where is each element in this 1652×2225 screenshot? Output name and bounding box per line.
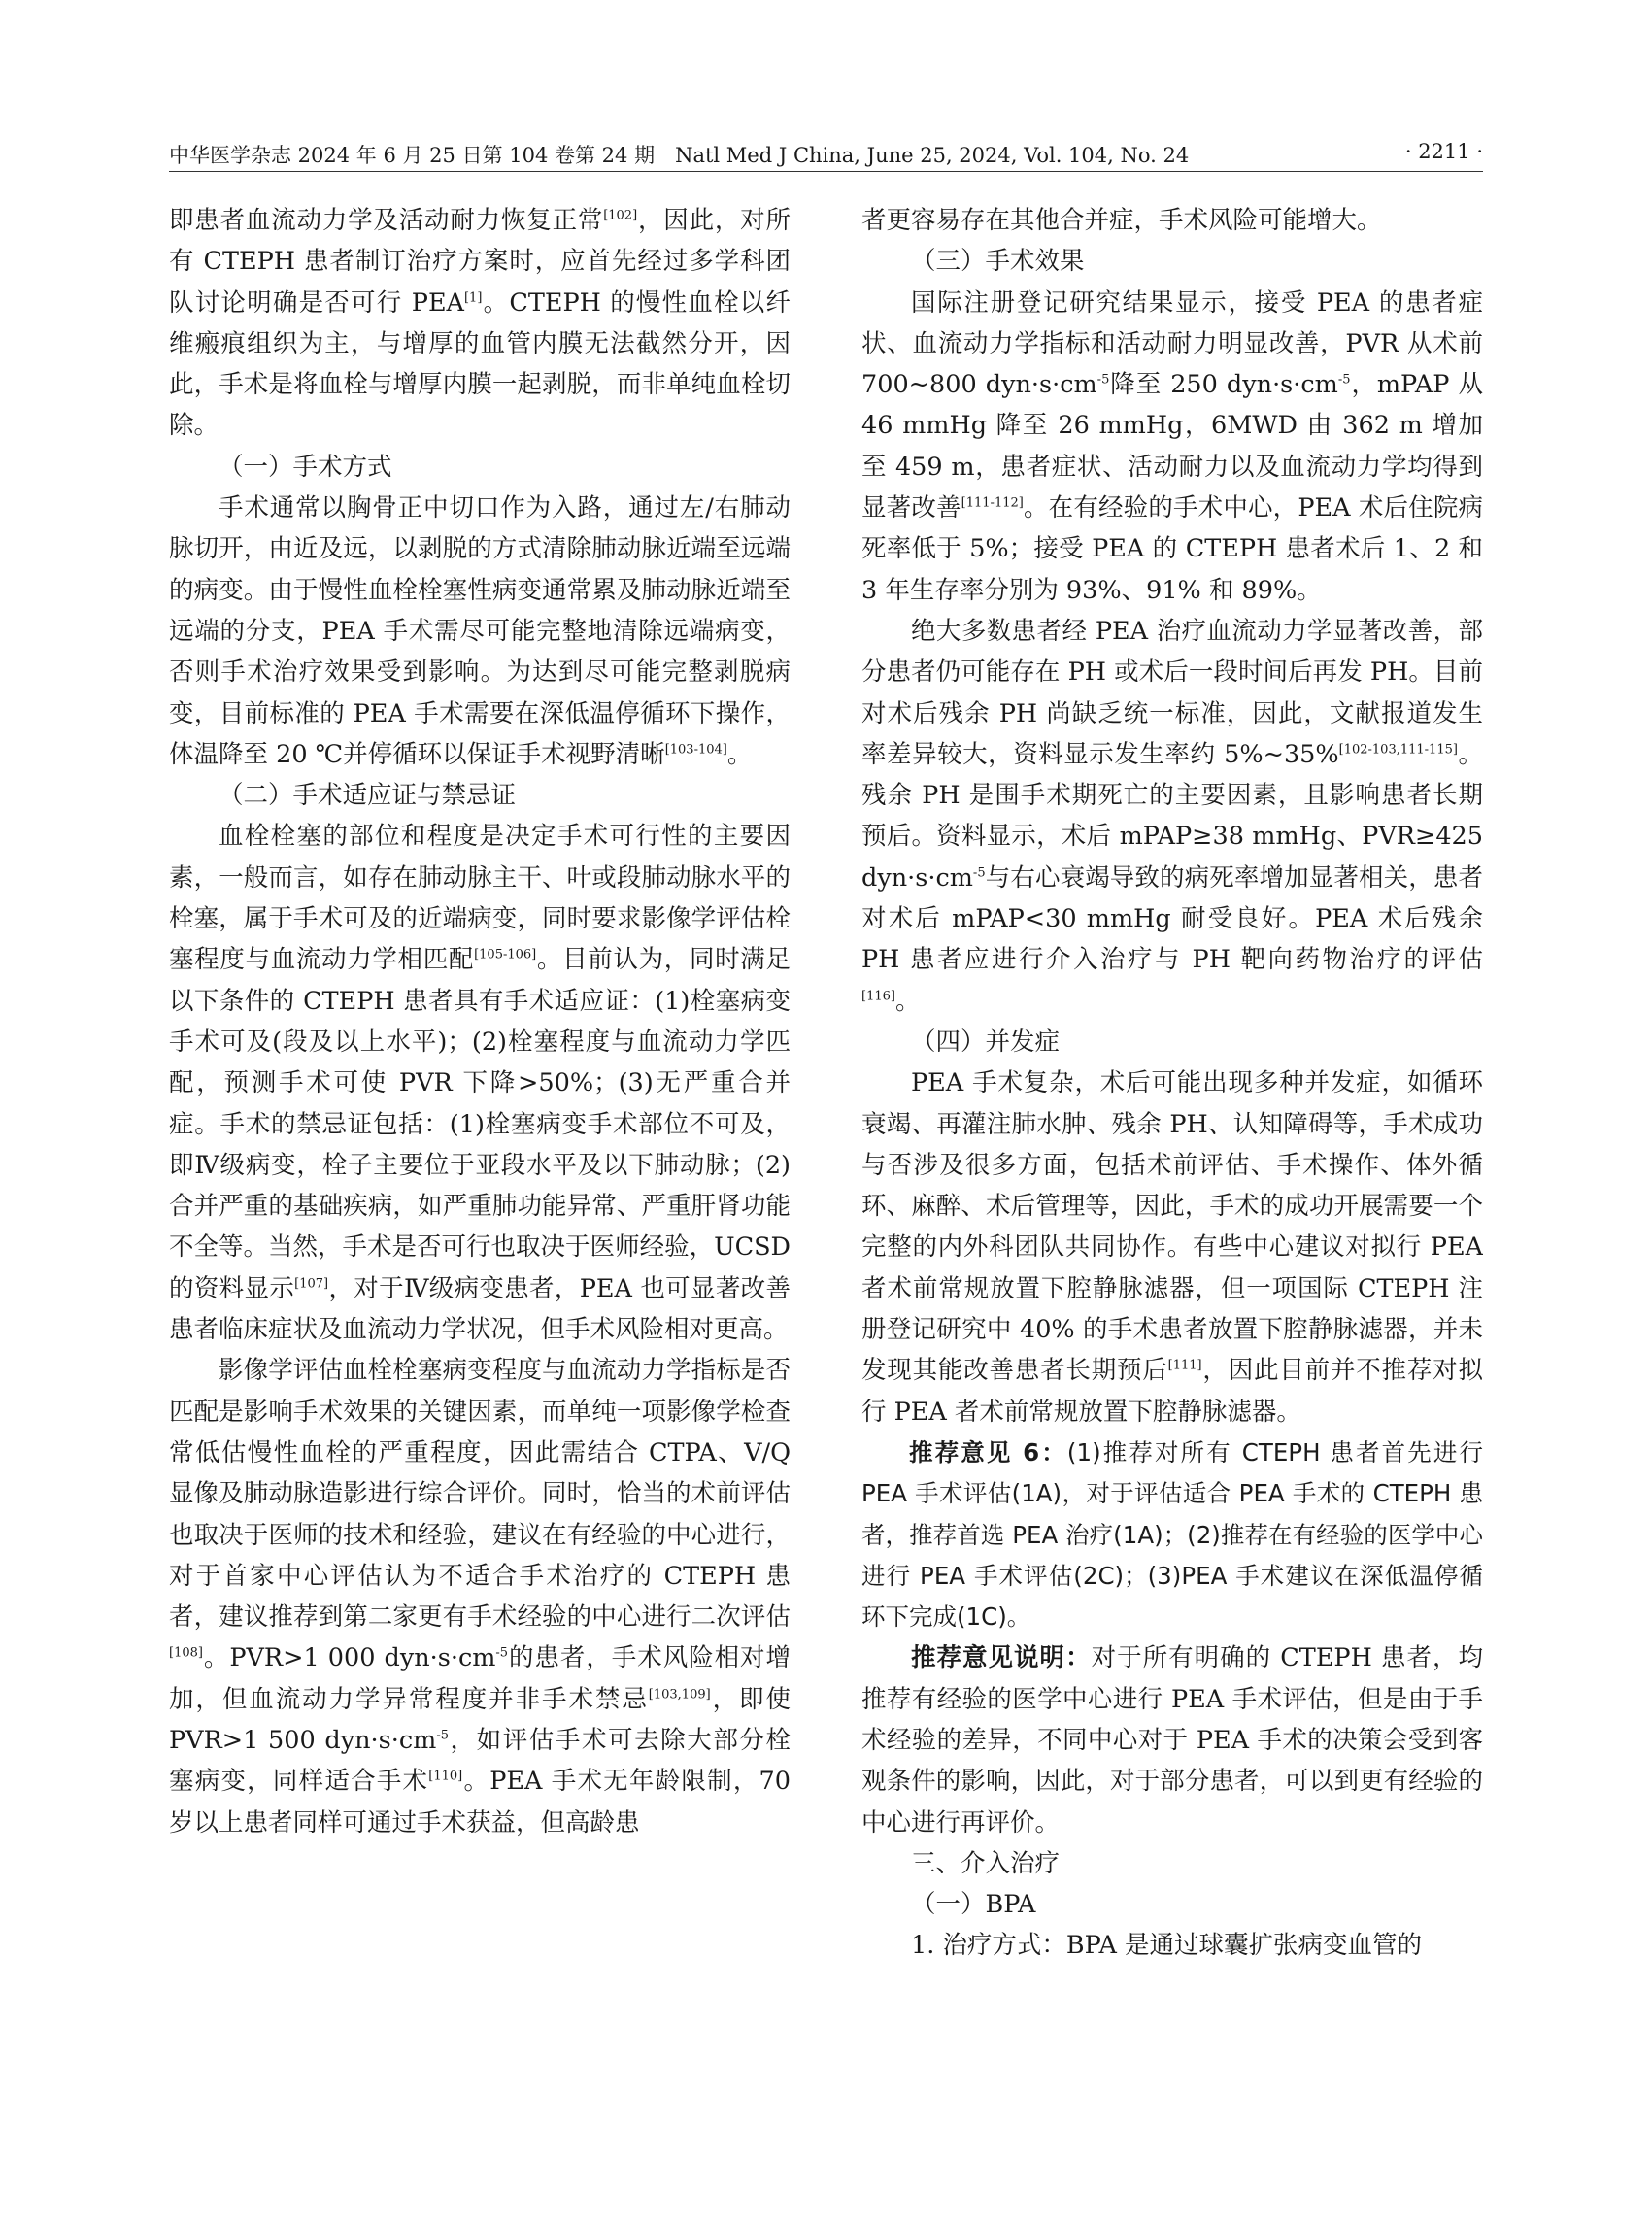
citation: [1] xyxy=(463,290,483,306)
paragraph: 1. 治疗方式：BPA 是通过球囊扩张病变血管的 xyxy=(911,1931,1423,1961)
citation: [102] xyxy=(603,208,638,223)
left-column xyxy=(169,200,791,2142)
superscript: -5 xyxy=(495,1645,509,1661)
section-heading: （四）并发症 xyxy=(911,1027,1061,1057)
recommendation: 推荐意见 6：(1)推荐对所有 CTEPH 患者首先进行 PEA 手术评估(1A)，对于评估适合 PEA 手术的 CTEPH 患者，推荐首选 PEA 治疗(1A)；(2)推荐在有经验的医学中心进行 PEA 手术评估(2C)；(3)PEA 手术建议在深低温停循环下完成(1C)。 xyxy=(861,1437,1483,1632)
section-heading: （一）手术方式 xyxy=(219,452,392,482)
citation: [111-112] xyxy=(961,495,1024,511)
superscript: -5 xyxy=(972,865,986,881)
citation: [102-103,111-115] xyxy=(1338,742,1458,758)
section-heading: （一）BPA xyxy=(911,1890,1036,1920)
journal-citation: 中华医学杂志 2024 年 6 月 25 日第 104 卷第 24 期 Natl Med J China, June 25, 2024, Vol. 104, No. 24 xyxy=(169,144,1190,167)
paragraph: 即患者血流动力学及活动耐力恢复正常[102]，因此，对所有 CTEPH 患者制订治疗方案时，应首先经过多学科团队讨论明确是否可行 PEA[1]。CTEPH 的慢性血栓以纤维瘢痕组织为主，与增厚的血管内膜无法截然分开，因此，手术是将血栓与增厚内膜一起剥脱，而非单纯血栓切除。 xyxy=(169,206,791,441)
paragraph: 手术通常以胸骨正中切口作为入路，通过左/右肺动脉切开，由近及远，以剥脱的方式清除肺动脉近端至远端的病变。由于慢性血栓栓塞性病变通常累及肺动脉近端至远端的分支，PEA 手术需尽可能完整地清除远端病变，否则手术治疗效果受到影响。为达到尽可能完整剥脱病变，目前标准的 PEA 手术需要在深低温停循环下操作，体温降至 20 ℃并停循环以保证手术视野清晰[103-104]。 xyxy=(169,493,791,769)
superscript: -5 xyxy=(1337,372,1351,388)
page-number: · 2211 · xyxy=(1404,140,1483,163)
header-rule xyxy=(169,171,1483,172)
running-header xyxy=(169,132,1483,171)
paragraph: 者更容易存在其他合并症，手术风险可能增大。 xyxy=(861,206,1382,235)
right-column xyxy=(861,200,1483,2142)
citation: [105-106] xyxy=(474,947,537,962)
section-heading: （二）手术适应证与禁忌证 xyxy=(219,781,517,811)
citation: [103-104] xyxy=(664,742,727,758)
paragraph: 影像学评估血栓栓塞病变程度与血流动力学指标是否匹配是影响手术效果的关键因素，而单纯一项影像学检查常低估慢性血栓的严重程度，因此需结合 CTPA、V/Q 显像及肺动脉造影进行综合评价。同时，恰当的术前评估也取决于医师的技术和经验，建议在有经验的中心进行，对于首家中心评估认为不适合手术治疗的 CTEPH 患者，建议推荐到第二家更有手术经验的中心进行二次评估[108]。PVR>1 000 $dyn\cdot s\cdot cm^{-5}$的患者，手术风险相对增加，但血流动力学异常程度并非手术禁忌[103,109]，即使 PVR>1 500 $dyn\cdot s\cdot cm^{-5}$，如评估手术可去除大部分栓塞病变，同样适合手术[110]。PEA 手术无年龄限制，70 岁以上患者同样可通过手术获益，但高龄患 xyxy=(169,1356,791,1837)
superscript: -5 xyxy=(1096,372,1110,388)
recommendation-note: 推荐意见说明：对于所有明确的 CTEPH 患者，均推荐有经验的医学中心进行 PEA 手术评估，但是由于手术经验的差异，不同中心对于 PEA 手术的决策会受到客观条件的影响，因此，对于部分患者，可以到更有经验的中心进行再评价。 xyxy=(861,1643,1483,1837)
citation: [107] xyxy=(294,1276,329,1292)
recommendation-note-label: 推荐意见说明： xyxy=(911,1643,1092,1673)
section-heading: （三）手术效果 xyxy=(911,247,1085,277)
paragraph: PEA 手术复杂，术后可能出现多种并发症，如循环衰竭、再灌注肺水肿、残余 PH、认知障碍等，手术成功与否涉及很多方面，包括术前评估、手术操作、体外循环、麻醉、术后管理等，因此，手术的成功开展需要一个完整的内外科团队共同协作。有些中心建议对拟行 PEA 者术前常规放置下腔静脉滤器，但一项国际 CTEPH 注册登记研究中 40% 的手术患者放置下腔静脉滤器，并未发现其能改善患者长期预后[111]，因此目前并不推荐对拟行 PEA 者术前常规放置下腔静脉滤器。 xyxy=(861,1068,1483,1427)
section-heading: 三、介入治疗 xyxy=(911,1848,1061,1878)
superscript: -5 xyxy=(436,1728,449,1743)
citation: [111] xyxy=(1167,1358,1202,1373)
paragraph: 血栓栓塞的部位和程度是决定手术可行性的主要因素，一般而言，如存在肺动脉主干、叶或段肺动脉水平的栓塞，属于手术可及的近端病变，同时要求影像学评估栓塞程度与血流动力学相匹配[105-106]。目前认为，同时满足以下条件的 CTEPH 患者具有手术适应证：(1)栓塞病变手术可及(段及以上水平)；(2)栓塞程度与血流动力学匹配，预测手术可使 PVR 下降>50%；(3)无严重合并症。手术的禁忌证包括：(1)栓塞病变手术部位不可及，即Ⅳ级病变，栓子主要位于亚段水平及以下肺动脉；(2)合并严重的基础疾病，如严重肺功能异常、严重肝肾功能不全等。当然，手术是否可行也取决于医师经验，UCSD 的资料显示[107]，对于Ⅳ级病变患者，PEA 也可显著改善患者临床症状及血流动力学状况，但手术风险相对更高。 xyxy=(169,822,791,1345)
recommendation-label: 推荐意见 6： xyxy=(909,1437,1067,1466)
citation: [116] xyxy=(861,989,895,1004)
paragraph: 绝大多数患者经 PEA 治疗血流动力学显著改善，部分患者仍可能存在 PH 或术后一段时间后再发 PH。目前对术后残余 PH 尚缺乏统一标准，因此，文献报道发生率差异较大，资料显示发生率约 5%~35%[102-103,111-115]。残余 PH 是围手术期死亡的主要因素，且影响患者长期预后。资料显示，术后 mPAP≥38 mmHg、PVR≥425 $dyn\cdot s\cdot cm^{-5}$与右心衰竭导致的病死率增加显著相关，患者对术后 mPAP<30 mmHg 耐受良好。PEA 术后残余 PH 患者应进行介入治疗与 PH 靶向药物治疗的评估[116]。 xyxy=(861,616,1483,1016)
citation: [108] xyxy=(169,1645,203,1661)
citation: [103,109] xyxy=(648,1687,711,1702)
paragraph: 国际注册登记研究结果显示，接受 PEA 的患者症状、血流动力学指标和活动耐力明显改善，PVR 从术前 700~800 $dyn\cdot s\cdot cm^{-5}$降至 250 $dyn\cdot s\cdot cm^{-5}$，mPAP 从 46 mmHg 降至 26 mmHg，6MWD 由 362 m 增加至 459 m，患者症状、活动耐力以及血流动力学均得到显著改善[111-112]。在有经验的手术中心，PEA 术后住院病死率低于 5%；接受 PEA 的 CTEPH 患者术后 1、2 和 3 年生存率分别为 93%、91% 和 89%。 xyxy=(861,287,1483,605)
citation: [110] xyxy=(428,1769,463,1784)
